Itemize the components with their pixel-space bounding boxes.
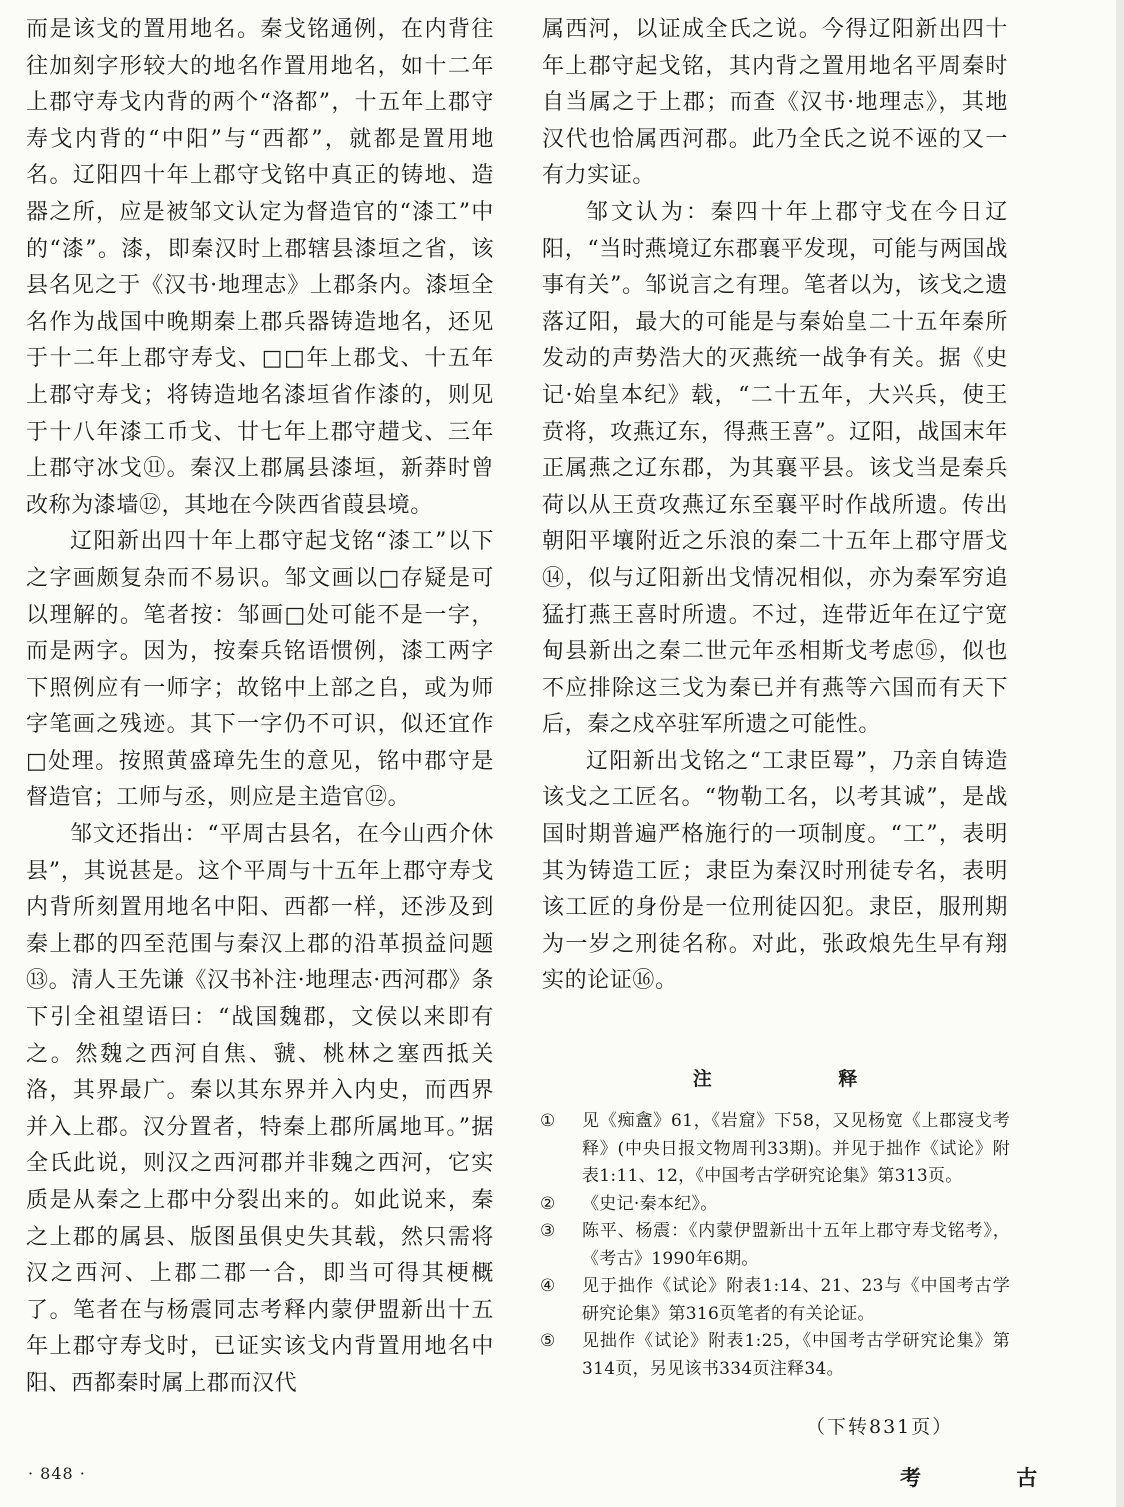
note-number: ⑤	[540, 1331, 556, 1351]
note-number: ①	[540, 1111, 556, 1131]
note-item	[540, 1191, 1010, 1219]
note-number: ②	[540, 1193, 556, 1214]
left-paragraph-1: 而是该戈的置用地名。秦戈铭通例，在内背往往加刻字形较大的地名作置用地名，如十二年上郡守寿戈内背的两个“洛都”，十五年上郡守寿戈内背的“中阳”与“西都”，就都是置用地名。辽阳四十年上郡守戈铭中真正的铸地、造器之所，应是被邹文认定为督造官的“漆工”中的“漆”。漆，即秦汉时上郡辖县漆垣之省，该县名见之于《汉书·地理志》上郡条内。漆垣全名作为战国中晚期秦上郡兵器铸造地名，还见于十二年上郡守寿戈、□□年上郡戈、十五年上郡守寿戈；将铸造地名漆垣省作漆的，则见于十八年漆工币戈、廿七年上郡守趞戈、三年上郡守冰戈⑪。秦汉上郡属县漆垣，新莽时曾改称为漆墙⑫，其地在今陕西省葭县境。	[26, 17, 494, 518]
page-edge-shadow	[1116, 0, 1124, 1507]
note-text: 《史记·秦本纪》。	[582, 1193, 718, 1214]
notes-list	[540, 1108, 1010, 1383]
note-text: 见《痴盦》61，《岩窟》下58，又见杨宽《上郡寖戈考释》(中央日报文物周刊33期)。并见于拙作《试论》附表1:11、12，《中国考古学研究论集》第313页。	[582, 1111, 1010, 1186]
note-item	[540, 1328, 1010, 1383]
continued-on-page: （下转831页）	[806, 1416, 954, 1438]
right-paragraph-1: 属西河，以证成全氏之说。今得辽阳新出四十年上郡守起戈铭，其内背之置用地名平周秦时自当属之于上郡；而查《汉书·地理志》，其地汉代也恰属西河郡。此乃全氏之说不诬的又一有力实证。	[542, 17, 1008, 189]
left-paragraph-3: 邹文还指出：“平周古县名，在今山西介休县”，其说甚是。这个平周与十五年上郡守寿戈内背所刻置用地名中阳、西都一样，还涉及到秦上郡的四至范围与秦汉上郡的沿革损益问题⑬。清人王先谦《汉书补注·地理志·西河郡》条下引全祖望语曰：“战国魏郡，文侯以来即有之。然魏之西河自焦、虢、桃林之塞西抵关洛，其界最广。秦以其东界并入内史，而西界并入上郡。汉分置者，特秦上郡所属地耳。”据全氏此说，则汉之西河郡并非魏之西河，它实质是从秦之上郡中分裂出来的。如此说来，秦之上郡的属县、版图虽俱史失其载，然只需将汉之西河、上郡二郡一合，即当可得其梗概了。笔者在与杨震同志考释内蒙伊盟新出十五年上郡守寿戈时，已证实该戈内背置用地名中阳、西都秦时属上郡而汉代	[26, 822, 494, 1396]
right-paragraph-2: 邹文认为：秦四十年上郡守戈在今日辽阳，“当时燕境辽东郡襄平发现，可能与两国战事有关”。邹说言之有理。笔者以为，该戈之遗落辽阳，最大的可能是与秦始皇二十五年秦所发动的声势浩大的灭燕统一战争有关。据《史记·始皇本纪》载，“二十五年，大兴兵，使王贲将，攻燕辽东，得燕王喜”。辽阳，战国末年正属燕之辽东郡，为其襄平县。该戈当是秦兵荷以从王贲攻燕辽东至襄平时作战所遗。传出朝阳平壤附近之乐浪的秦二十五年上郡守厝戈⑭，似与辽阳新出戈情况相似，亦为秦军穷追猛打燕王喜时所遗。不过，连带近年在辽宁宽甸县新出之秦二世元年丞相斯戈考虑⑮，似也不应排除这三戈为秦已并有燕等六国而有天下后，秦之戍卒驻军所遗之可能性。	[542, 199, 1008, 738]
notes-title: 注 释	[692, 1068, 918, 1090]
left-paragraph-2: 辽阳新出四十年上郡守起戈铭“漆工”以下之字画颇复杂而不易识。邹文画以□存疑是可以理解的。笔者按：邹画□处可能不是一字，而是两字。因为，按秦兵铭语惯例，漆工两字下照例应有一师字；故铭中上部之𠂤，或为师字笔画之残迹。其下一字仍不可识，似还宜作□处理。按照黄盛璋先生的意见，铭中郡守是督造官；工师与丞，则应是主造官⑫。	[26, 529, 494, 811]
note-text: 陈平、杨震：《内蒙伊盟新出十五年上郡守寿戈铭考》，《考古》1990年6期。	[582, 1221, 1010, 1269]
note-text: 见拙作《试论》附表1:25，《中国考古学研究论集》第314页，另见该书334页注释34。	[582, 1331, 1010, 1379]
note-item	[540, 1108, 1010, 1191]
page-number: · 848 ·	[28, 1464, 86, 1483]
right-column	[542, 12, 1008, 1000]
left-column	[26, 12, 494, 1403]
note-number: ④	[540, 1276, 556, 1296]
note-number: ③	[540, 1221, 556, 1241]
right-paragraph-3: 辽阳新出戈铭之“工隶臣䍙”，乃亲自铸造该戈之工匠名。“物勒工名，以考其诚”，是战国时期普遍严格施行的一项制度。“工”，表明其为铸造工匠；隶臣为秦汉时刑徒专名，表明该工匠的身份是一位刑徒囚犯。隶臣，服刑期为一岁之刑徒名称。对此，张政烺先生早有翔实的论证⑯。	[542, 748, 1008, 994]
note-item	[540, 1273, 1010, 1328]
note-item	[540, 1218, 1010, 1273]
journal-name: 考 古	[900, 1465, 1082, 1490]
note-text: 见于拙作《试论》附表1:14、21、23与《中国考古学研究论集》第316页笔者的有关论证。	[582, 1276, 1010, 1324]
